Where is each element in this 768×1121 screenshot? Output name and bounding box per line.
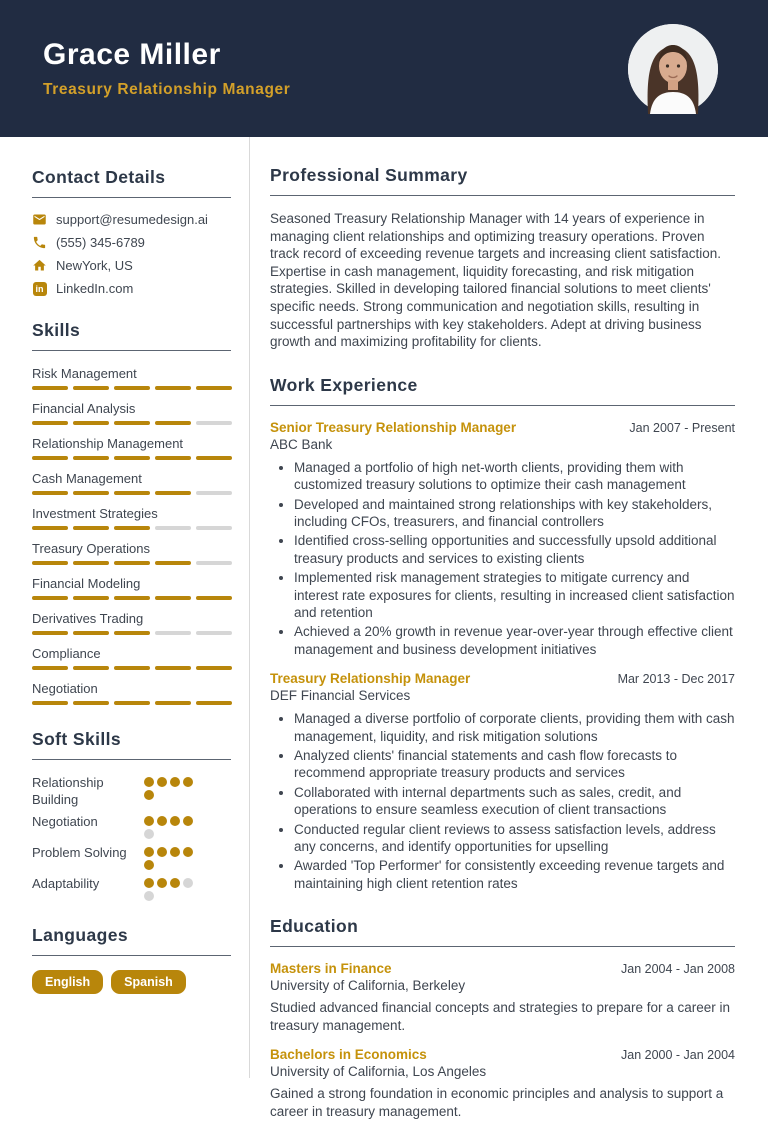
rating-bar-segment [73, 386, 109, 390]
summary-text: Seasoned Treasury Relationship Manager with 14 years of experience in managing client relationships and optimizing treasury operations. Proven track record of exceeding revenue targets and increasing client satisfaction. Expertise in cash management, liquidity forecasting, and risk mitigation strategies. Skilled in developing tailored financial solutions to meet clients' specific needs. Strong communication and negotiation skills, resulting in successful partnerships with key stakeholders. Adept at driving business growth and maximizing profitability for clients. [270, 211, 721, 350]
skill-item [32, 540, 231, 565]
job-dates: Mar 2013 - Dec 2017 [617, 672, 735, 687]
skill-label: Negotiation [32, 681, 98, 696]
rating-dot [170, 878, 180, 888]
rating-bar-segment [155, 491, 191, 495]
skill-label: Financial Modeling [32, 576, 141, 591]
rating-bar-segment [114, 526, 150, 530]
degree-description: Studied advanced financial concepts and strategies to prepare for a career in treasury management. [270, 1000, 731, 1033]
rating-bar-segment [155, 561, 191, 565]
degree-school: University of California, Berkeley [270, 978, 466, 994]
rating-dot [183, 816, 193, 826]
rating-bar-segment [196, 421, 232, 425]
contact-phone: (555) 345-6789 [56, 235, 145, 250]
email-icon [32, 212, 47, 227]
rating-bar-segment [73, 526, 109, 530]
sidebar [0, 137, 250, 1078]
contact-section-title: Contact Details [32, 167, 166, 187]
job-company: DEF Financial Services [270, 688, 411, 704]
rating-dot [144, 847, 154, 857]
rating-bar-segment [155, 456, 191, 460]
rating-dot [144, 816, 154, 826]
rating-bar-segment [32, 456, 68, 460]
rating-bar-segment [114, 666, 150, 670]
rating-bar-segment [32, 701, 68, 705]
job-dates: Jan 2007 - Present [629, 420, 735, 435]
language-badge: Spanish [111, 970, 186, 994]
candidate-title: Treasury Relationship Manager [43, 81, 291, 98]
skills-list [32, 365, 231, 705]
soft-skill-level-dots [144, 777, 197, 800]
job-bullet: • Managed a diverse portfolio of corporate clients, providing them with cash management, liquidity, and risk mitigation solutions [294, 710, 735, 745]
job-bullet: • Collaborated with internal departments such as sales, credit, and operations to ensure seamless execution of client transactions [294, 784, 735, 819]
job-bullet: • Implemented risk management strategies to mitigate currency and interest rate exposures for clients, resulting in increased client satisfaction and retention [294, 569, 735, 621]
rating-bar-segment [114, 491, 150, 495]
rating-bar-segment [73, 631, 109, 635]
degree-entry [270, 1047, 735, 1120]
degree-school: University of California, Los Angeles [270, 1064, 487, 1080]
language-badge: English [32, 970, 103, 994]
rating-bar-segment [32, 666, 68, 670]
soft-skill-level-dots [144, 878, 197, 901]
linkedin-icon: in [32, 281, 47, 296]
job-title: Treasury Relationship Manager [270, 671, 471, 687]
rating-dot [157, 878, 167, 888]
skill-label: Cash Management [32, 471, 142, 486]
soft-skill-label: Problem Solving [32, 845, 127, 860]
experience-section-title: Work Experience [270, 374, 418, 395]
rating-bar-segment [196, 631, 232, 635]
rating-dot [144, 790, 154, 800]
degree-dates: Jan 2000 - Jan 2004 [621, 1048, 735, 1063]
job-header [270, 671, 735, 686]
rating-dot [144, 878, 154, 888]
rating-dot [157, 777, 167, 787]
skill-level-bar [32, 491, 232, 495]
main-column [250, 137, 768, 1120]
rating-bar-segment [155, 421, 191, 425]
languages-section-title: Languages [32, 925, 128, 945]
contact-section [32, 167, 231, 296]
skill-item [32, 680, 231, 705]
skill-item [32, 365, 231, 390]
skill-label: Relationship Management [32, 436, 184, 451]
soft-skill-level-dots [144, 847, 197, 870]
contact-location-row [32, 258, 231, 273]
rating-bar-segment [73, 421, 109, 425]
soft-skills-section-title: Soft Skills [32, 729, 122, 749]
section-divider [32, 350, 231, 351]
rating-bar-segment [32, 631, 68, 635]
header-text [43, 38, 290, 99]
rating-bar-segment [114, 631, 150, 635]
rating-bar-segment [196, 386, 232, 390]
skill-item [32, 400, 231, 425]
soft-skill-item [32, 844, 231, 870]
job-bullet: • Identified cross-selling opportunities and successfully upsold additional treasury products and services to existing clients [294, 532, 735, 567]
rating-bar-segment [32, 526, 68, 530]
rating-bar-segment [73, 701, 109, 705]
rating-bar-segment [155, 631, 191, 635]
rating-bar-segment [155, 666, 191, 670]
skill-item [32, 470, 231, 495]
job-title: Senior Treasury Relationship Manager [270, 419, 517, 435]
skills-section-title: Skills [32, 320, 81, 340]
skills-section [32, 320, 231, 705]
rating-bar-segment [196, 596, 232, 600]
job-bullet: • Achieved a 20% growth in revenue year-over-year through effective client management and business development initiatives [294, 623, 735, 658]
job-bullet-list [270, 710, 735, 892]
rating-bar-segment [32, 421, 68, 425]
rating-dot [183, 878, 193, 888]
rating-dot [170, 816, 180, 826]
experience-section [270, 375, 735, 893]
rating-bar-segment [73, 666, 109, 670]
skill-level-bar [32, 421, 232, 425]
skill-item [32, 645, 231, 670]
rating-bar-segment [114, 386, 150, 390]
degree-title: Masters in Finance [270, 961, 392, 977]
rating-bar-segment [114, 421, 150, 425]
rating-bar-segment [155, 701, 191, 705]
skill-label: Financial Analysis [32, 401, 136, 416]
skill-label: Treasury Operations [32, 541, 151, 556]
section-divider [270, 195, 735, 196]
job-header [270, 420, 735, 435]
rating-bar-segment [32, 561, 68, 565]
degree-description: Gained a strong foundation in economic principles and analysis to support a career in treasury management. [270, 1086, 724, 1120]
skill-item [32, 610, 231, 635]
languages-section [32, 925, 231, 994]
rating-bar-segment [32, 386, 68, 390]
job-bullet: • Developed and maintained strong relationships with key stakeholders, including CFOs, treasurers, and financial controllers [294, 496, 735, 531]
rating-bar-segment [196, 526, 232, 530]
skill-label: Derivatives Trading [32, 611, 144, 626]
rating-bar-segment [32, 596, 68, 600]
soft-skill-level-dots [144, 816, 197, 839]
rating-bar-segment [32, 491, 68, 495]
rating-bar-segment [196, 701, 232, 705]
skill-item [32, 575, 231, 600]
contact-location: NewYork, US [56, 258, 133, 273]
skill-label: Risk Management [32, 366, 137, 381]
job-bullet-list [270, 459, 735, 658]
degree-title: Bachelors in Economics [270, 1047, 427, 1063]
rating-dot [144, 777, 154, 787]
soft-skill-label: Negotiation [32, 814, 98, 829]
content-columns [0, 137, 768, 1120]
rating-bar-segment [114, 561, 150, 565]
contact-phone-row [32, 235, 231, 250]
education-section-title: Education [270, 916, 359, 937]
avatar [628, 24, 718, 114]
soft-skill-label: Adaptability [32, 876, 100, 891]
contact-linkedin[interactable]: LinkedIn.com [56, 281, 134, 296]
rating-bar-segment [73, 561, 109, 565]
rating-bar-segment [114, 701, 150, 705]
rating-dot [157, 847, 167, 857]
soft-skill-item [32, 813, 231, 839]
rating-dot [183, 777, 193, 787]
soft-skill-item [32, 875, 231, 901]
skill-level-bar [32, 701, 232, 705]
skill-level-bar [32, 526, 232, 530]
rating-bar-segment [73, 491, 109, 495]
summary-section-title: Professional Summary [270, 165, 468, 185]
skill-label: Compliance [32, 646, 101, 661]
rating-dot [144, 829, 154, 839]
skill-level-bar [32, 456, 232, 460]
rating-bar-segment [114, 456, 150, 460]
rating-bar-segment [73, 596, 109, 600]
job-entry [270, 671, 735, 892]
skill-level-bar [32, 666, 232, 670]
skill-item [32, 505, 231, 530]
soft-skill-item [32, 774, 231, 808]
job-entry [270, 420, 735, 658]
skill-level-bar [32, 386, 232, 390]
rating-bar-segment [155, 526, 191, 530]
rating-bar-segment [73, 456, 109, 460]
section-divider [270, 946, 735, 947]
skill-level-bar [32, 561, 232, 565]
rating-dot [157, 816, 167, 826]
rating-dot [170, 777, 180, 787]
rating-dot [170, 847, 180, 857]
skill-level-bar [32, 596, 232, 600]
rating-bar-segment [114, 596, 150, 600]
contact-email-row [32, 212, 231, 227]
contact-linkedin-row [32, 281, 231, 296]
section-divider [32, 759, 231, 760]
skill-label: Investment Strategies [32, 506, 158, 521]
rating-bar-segment [155, 596, 191, 600]
section-divider [32, 955, 231, 956]
skill-level-bar [32, 631, 232, 635]
rating-dot [144, 860, 154, 870]
rating-bar-segment [196, 561, 232, 565]
rating-dot [144, 891, 154, 901]
home-icon [32, 258, 47, 273]
section-divider [270, 405, 735, 406]
contact-email[interactable]: support@resumedesign.ai [56, 212, 208, 227]
degree-header [270, 961, 735, 976]
job-bullet: • Managed a portfolio of high net-worth clients, providing them with customized treasury solutions to optimize their cash management [294, 459, 735, 494]
header [0, 0, 768, 137]
rating-bar-segment [155, 386, 191, 390]
rating-bar-segment [196, 491, 232, 495]
rating-dot [183, 847, 193, 857]
summary-section [270, 165, 735, 351]
soft-skills-section [32, 729, 231, 901]
job-bullet: • Awarded 'Top Performer' for consistently exceeding revenue targets and maintaining high client retention rates [294, 857, 735, 892]
rating-bar-segment [196, 456, 232, 460]
rating-bar-segment [196, 666, 232, 670]
section-divider [32, 197, 231, 198]
soft-skill-label: Relationship Building [32, 775, 104, 807]
avatar-portrait-icon [628, 24, 718, 114]
degree-dates: Jan 2004 - Jan 2008 [621, 962, 735, 977]
phone-icon [32, 235, 47, 250]
languages-list [32, 970, 231, 994]
skill-item [32, 435, 231, 460]
education-section [270, 916, 735, 1120]
job-company: ABC Bank [270, 436, 333, 452]
job-bullet: • Conducted regular client reviews to assess satisfaction levels, address any concerns, and identify opportunities for upselling [294, 821, 735, 856]
degree-header [270, 1047, 735, 1062]
job-bullet: • Analyzed clients' financial statements and cash flow forecasts to recommend appropriate treasury products and services [294, 747, 735, 782]
candidate-name: Grace Miller [43, 38, 221, 71]
degree-entry [270, 961, 735, 1034]
soft-skills-list [32, 774, 231, 901]
